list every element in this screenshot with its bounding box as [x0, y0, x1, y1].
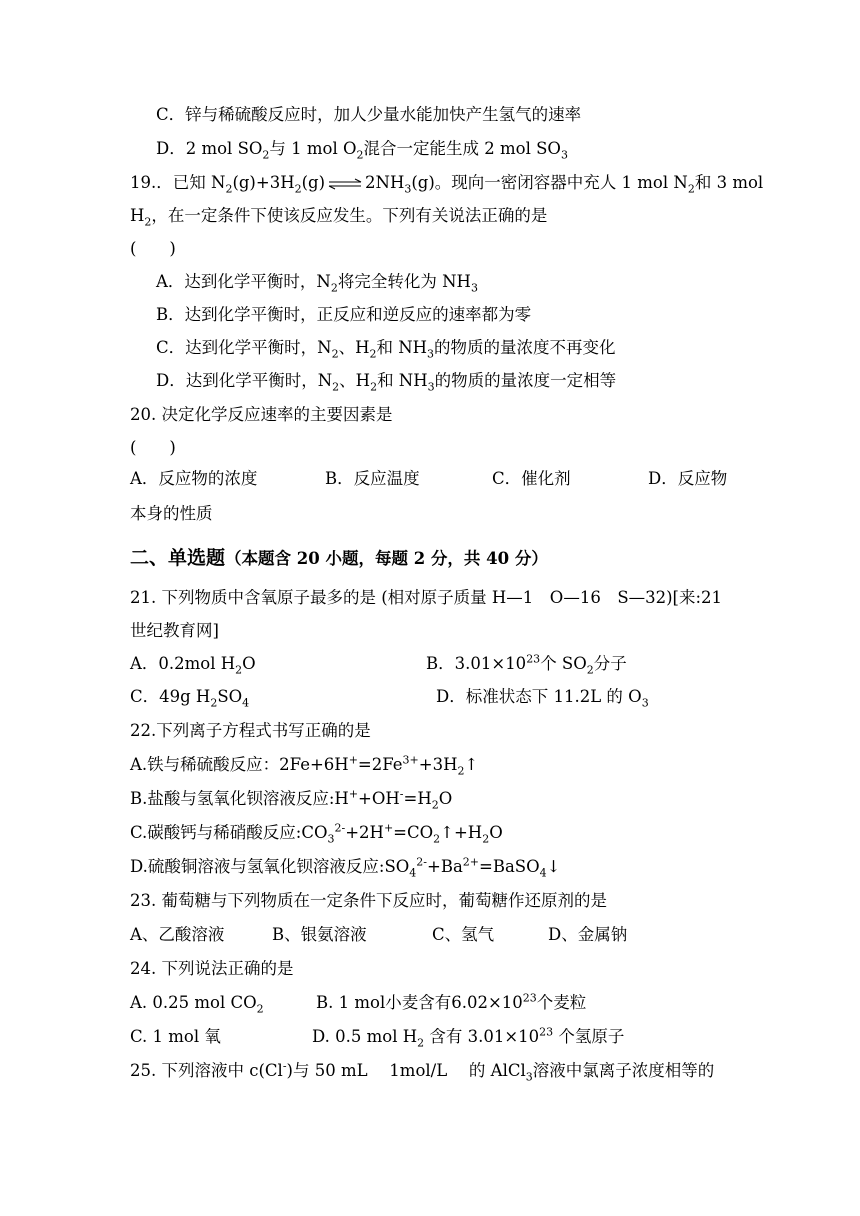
- q22-option-a: A.铁与稀硫酸反应：$2Fe+6H^+=2Fe^{3+}+3H_2↑$: [130, 753, 479, 778]
- q19-stem-line1: 19.．已知 $N_2(g)+3H_2(g)$ $2NH_3(g)$。现向一密闭容器中充人 1 mol $N_2$和 3 mol: [130, 173, 764, 196]
- q23-option-d: D、金属钠: [548, 925, 628, 944]
- q24-option-c: C. 1 mol 氧: [130, 1027, 221, 1046]
- q20-stem: 20. 决定化学反应速率的主要因素是: [130, 405, 393, 424]
- q20-option-a: A．反应物的浓度: [130, 469, 258, 488]
- q18-option-d: D．2 mol $SO_2$与 1 mol $O_2$混合一定能生成 2 mol $SO_3$: [156, 139, 568, 162]
- q20-option-d: D．反应物: [648, 469, 728, 488]
- q19-option-a: A．达到化学平衡时，$N_2$将完全转化为 $NH_3$: [156, 272, 478, 295]
- q20-option-c: C．催化剂: [492, 469, 571, 488]
- q22-option-c: C.碳酸钙与稀硝酸反应$:CO_3^{2-}+2H^+=CO_2↑+H_2O$: [130, 821, 503, 846]
- q21-stem: 21. 下列物质中含氧原子最多的是 (相对原子质量 H—1 O—16 S—32)[来:21: [130, 588, 723, 607]
- equilibrium-arrow-icon: [327, 178, 363, 190]
- q21-stem-cont: 世纪教育网]: [130, 621, 219, 640]
- q21-option-a: A．0.2mol $H_2O$: [130, 654, 256, 677]
- q23-option-a: A、乙酸溶液: [130, 925, 225, 944]
- q20-option-b: B．反应温度: [325, 469, 420, 488]
- q24-option-b: B. 1 mol小麦含有$6.02\times 10^{23}$个麦粒: [316, 991, 587, 1012]
- q24-stem: 24. 下列说法正确的是: [130, 959, 294, 978]
- q21-option-c: C．49g $H_2SO_4$: [130, 687, 250, 710]
- q19-option-c: C．达到化学平衡时，$N_2$、$H_2$和 $NH_3$的物质的量浓度不再变化: [156, 338, 616, 361]
- q22-stem: 22.下列离子方程式书写正确的是: [130, 721, 371, 740]
- q21-option-d: D．标准状态下 11.2L 的 $O_3$: [436, 687, 649, 710]
- q25-stem: 25. 下列溶液中 c(Cl-)与 50 mL 1mol/L 的 AlCl$_3$溶液中氯离子浓度相等的: [130, 1059, 715, 1084]
- q18-option-c: C．锌与稀硫酸反应时，加人少量水能加快产生氢气的速率: [156, 105, 582, 124]
- q24-option-d: D. 0.5 mol $H_2$ 含有 $3.01\times 10^{23}$ 个氢原子: [312, 1025, 625, 1050]
- q24-option-a: A. 0.25 mol $CO_2$: [130, 993, 264, 1016]
- q20-answer-paren: ( ): [130, 438, 176, 457]
- q19-option-b: B．达到化学平衡时，正反应和逆反应的速率都为零: [156, 305, 532, 324]
- section-heading: 二、单选题（本题含 20 小题，每题 2 分，共 40 分）: [130, 547, 548, 569]
- q19-answer-paren: ( ): [130, 239, 176, 258]
- q22-option-d: D.硫酸铜溶液与氢氧化钡溶液反应$:SO_4^{2-}+Ba^{2+}=BaSO_4↓$: [130, 855, 561, 880]
- q22-option-b: B.盐酸与氢氧化钡溶液反应$:H^++OH^-=H_2O$: [130, 787, 453, 812]
- q23-option-c: C、氢气: [432, 925, 495, 944]
- q19-stem-line2: $H_2$，在一定条件下使该反应发生。下列有关说法正确的是: [130, 206, 548, 229]
- q19-option-d: D．达到化学平衡时，$N_2$、$H_2$和 $NH_3$的物质的量浓度一定相等: [156, 371, 617, 394]
- q23-stem: 23. 葡萄糖与下列物质在一定条件下反应时，葡萄糖作还原剂的是: [130, 891, 607, 910]
- q20-option-d-cont: 本身的性质: [130, 504, 213, 523]
- q23-option-b: B、银氨溶液: [272, 925, 367, 944]
- q21-option-b: B．$3.01\times 10^{23}$个 $SO_2$分子: [426, 652, 627, 677]
